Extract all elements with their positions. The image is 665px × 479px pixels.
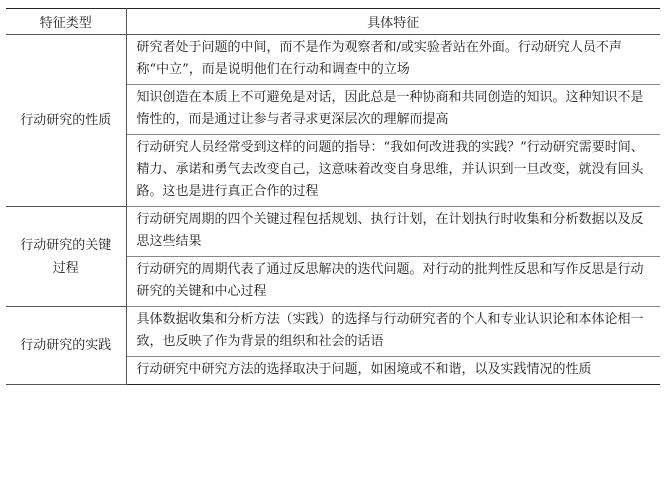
feature-cell: 研究者处于问题的中间，而不是作为观察者和/或实验者站在外面。行动研究人员不声称“中立”，而是说明他们在行动和调查中的立场 [126, 35, 660, 85]
feature-cell: 具体数据收集和分析方法（实践）的选择与行动研究者的个人和专业认识论和本体论相一致，也反映了作为背景的组织和社会的话语 [126, 307, 660, 357]
header-specific-features: 具体特征 [126, 9, 660, 35]
category-practice: 行动研究的实践 [6, 307, 126, 385]
feature-cell: 行动研究人员经常受到这样的问题的指导：“我如何改进我的实践？”行动研究需要时间、精力、承诺和勇气去改变自己，这意味着改变自身思维，并认识到一旦改变，就没有回头路。这也是进行真正合作的过程 [126, 135, 660, 207]
table-row [6, 307, 660, 357]
feature-table [6, 8, 660, 385]
feature-cell: 行动研究中研究方法的选择取决于问题，如困境或不和谐，以及实践情况的性质 [136, 362, 592, 377]
feature-cell: 知识创造在本质上不可避免是对话，因此总是一种协商和共同创造的知识。这种知识不是惰性的，而是通过让参与者寻求更深层次的理解而提高 [126, 85, 660, 135]
category-key-process: 行动研究的关键过程 [6, 207, 126, 307]
feature-cell: 行动研究周期的四个关键过程包括规划、执行计划，在计划执行时收集和分析数据以及反思这些结果 [126, 207, 660, 257]
category-nature: 行动研究的性质 [6, 35, 126, 207]
table-row [6, 207, 660, 257]
feature-cell: 行动研究的周期代表了通过反思解决的迭代问题。对行动的批判性反思和写作反思是行动研究的关键和中心过程 [126, 257, 660, 307]
header-row [6, 9, 660, 35]
header-feature-type: 特征类型 [6, 9, 126, 35]
table-row [6, 35, 660, 85]
